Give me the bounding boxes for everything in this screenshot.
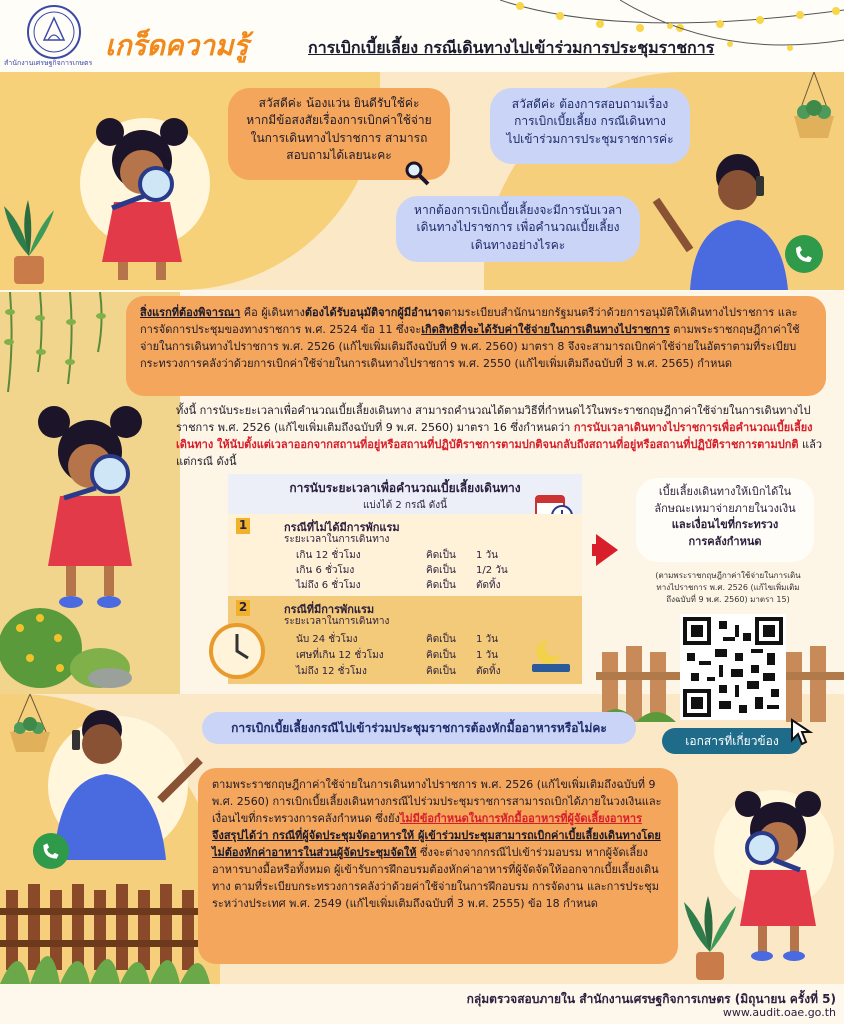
right-arrow-icon (596, 534, 618, 566)
duration-cell: เศษที่เกิน 12 ชั่วโมง (296, 650, 384, 661)
text-span: ตามพระราชกฤษฎีกาค่าใช้จ่ายในการเดินทางไปราชการ พ.ศ. 2526 (แก้ไขเพิ่มเติมถึงฉบับที่ 9 พ.ศ. 2560) มาตรา 8 จึงจะสามารถเบิกค่าใช้จ่ายในอัตราตามที่ระเบียบกระทรวงการคลังว่าด้วยการเบิกค่าใช้จ่ายในการเดินทางไปราชการ พ.ศ. 2550 (แก้ไขเพิ่มเติมถึงฉบับที่ 3 พ.ศ. 2565) กำหนด (140, 323, 800, 371)
case-number: 2 (236, 600, 250, 616)
woman-bubble-line: การเบิกเบี้ยเลี้ยง กรณีเดินทาง (514, 114, 666, 129)
girl-bubble-line: หากมีข้อสงสัยเรื่องการเบิกค่าใช้จ่าย (246, 113, 432, 128)
value-cell: 1 วัน (476, 550, 498, 561)
text-span: คือ ผู้เดินทาง (240, 306, 305, 319)
case-number: 1 (236, 518, 250, 534)
equals-cell: คิดเป็น (426, 565, 456, 576)
brand-title: เกร็ดความรู้ (105, 29, 249, 62)
entitlement-emphasis: เกิดสิทธิที่จะได้รับค่าใช้จ่ายในการเดินทางไปราชการ (421, 323, 670, 337)
flat-rate-line: การคลังกำหนด (688, 534, 762, 548)
equals-cell: คิดเป็น (426, 666, 456, 677)
potted-plant-right-illustration (680, 892, 740, 982)
text-span: ทั้งนี้ การนับระยะเวลาเพื่อคำนวณเบี้ยเลี้ยงเดินทาง สามารถคำนวณได้ตามวิธีที่กำหนดไว้ในพระราชกฤษฎีกาค่าใช้จ่ายในการเดินทางไปราชการ พ.ศ. 2526 (แก้ไขเพิ่มเติมถึงฉบับที่ 9 พ.ศ. 2560) มาตรา 16 ซึ่งกำหนดว่า (176, 404, 811, 435)
approval-emphasis: ต้องได้รับอนุมัติจากผู้มีอำนาจ (304, 306, 445, 319)
note-line: ถึงฉบับที่ 9 พ.ศ. 2560) มาตรา 15) (666, 595, 790, 604)
table-row (296, 548, 526, 562)
equals-cell: คิดเป็น (426, 550, 456, 561)
table-row (296, 648, 526, 662)
flat-rate-line: เบี้ยเลี้ยงเดินทางให้เบิกได้ใน (658, 485, 792, 498)
related-documents-button[interactable]: เอกสารที่เกี่ยวข้อง (662, 728, 802, 754)
oae-logo (18, 4, 90, 64)
value-cell: 1/2 วัน (476, 565, 508, 576)
value-cell: ตัดทิ้ง (476, 580, 501, 591)
phone-call-icon-2 (32, 832, 70, 870)
clock-icon (208, 622, 266, 680)
girl-bubble-line: สวัสดีค่ะ น้องแว่น ยินดีรับใช้ค่ะ (258, 96, 420, 110)
woman-bubble-line: ไปเข้าร่วมการประชุมราชการค่ะ (506, 131, 674, 146)
table-title: การนับระยะเวลาเพื่อคำนวณเบี้ยเลี้ยงเดินทาง (289, 481, 521, 495)
time-counting-paragraph (176, 402, 828, 470)
potted-plant-left-illustration (0, 196, 58, 286)
value-cell: ตัดทิ้ง (476, 666, 501, 677)
page-title: การเบิกเบี้ยเลี้ยง กรณีเดินทางไปเข้าร่วมการประชุมราชการ (308, 38, 715, 57)
qr-code[interactable] (680, 614, 786, 720)
duration-cell: เกิน 12 ชั่วโมง (296, 550, 361, 561)
header (0, 0, 844, 72)
time-counting-table (228, 474, 582, 684)
first-consideration-heading: สิ่งแรกที่ต้องพิจารณา (140, 306, 241, 319)
text-span: แล้วแต่กรณี ดังนี้ (176, 438, 823, 469)
case-overnight (228, 596, 582, 684)
conclusion-emphasis: กรณีที่ผู้จัดประชุมจัดอาหารให้ ผู้เข้าร่วมประชุมสามารถเบิกค่าเบี้ยเลี้ยงเดินทางโดยไม่ต้องหักค่าอาหารในส่วนผู้จัดประชุมจัดให้ (212, 829, 661, 860)
cursor-pointer-icon (790, 718, 814, 746)
flat-rate-line: และเงื่อนไขที่กระทรวง (671, 518, 779, 531)
duration-cell: ไม่ถึง 6 ชั่วโมง (296, 580, 361, 591)
value-cell: 1 วัน (476, 650, 498, 661)
table-subtitle: แบ่งได้ 2 กรณี ดังนี้ (362, 500, 447, 511)
hanging-vines-illustration (0, 292, 120, 402)
first-consideration-paragraph (126, 296, 826, 396)
girl-bubble-line: ในการเดินทางไปราชการ สามารถ (250, 130, 428, 145)
woman-followup-bubble (396, 196, 640, 262)
phone-call-icon (784, 234, 824, 274)
girl-with-magnifier-illustration (82, 112, 202, 284)
footer-organization: กลุ่มตรวจสอบภายใน สำนักงานเศรษฐกิจการเกษตร (มิถุนายน ครั้งที่ 5) (466, 992, 836, 1006)
girl-bubble-line: สอบถามได้เลยนะคะ (286, 148, 392, 163)
footer-website-link[interactable]: www.audit.oae.go.th (722, 1006, 836, 1019)
table-row (296, 578, 526, 592)
case-subheading: ระยะเวลาในการเดินทาง (284, 534, 390, 545)
counting-rule-emphasis: การนับเวลาเดินทางไปราชการเพื่อคำนวณเบี้ยเลี้ยงเดินทาง ให้นับตั้งแต่เวลาออกจากสถานที่อยู่หรือสถานที่ปฏิบัติราชการตามปกติจนกลับถึงสถานที่อยู่หรือสถานที่ปฏิบัติราชการตามปกติ (176, 421, 813, 452)
no-deduction-emphasis: ไม่มีข้อกำหนดในการหักมื้ออาหารที่ผู้จัดเลี้ยงอาหาร (399, 812, 643, 826)
woman-bubble-line: เดินทางอย่างไรคะ (470, 237, 566, 252)
case-no-overnight (228, 514, 582, 596)
table-row (296, 664, 526, 678)
value-cell: 1 วัน (476, 634, 498, 645)
table-header (228, 474, 582, 514)
legal-reference-note (640, 570, 816, 606)
string-lights-decoration (500, 0, 844, 72)
case-subheading: ระยะเวลาในการเดินทาง (284, 616, 390, 627)
duration-cell: เกิน 6 ชั่วโมง (296, 565, 355, 576)
woman-bubble-line: เดินทางไปราชการ เพื่อคำนวณเบี้ยเลี้ยง (416, 220, 620, 235)
duration-cell: นับ 24 ชั่วโมง (296, 634, 358, 645)
woman-bubble-line: สวัสดีค่ะ ต้องการสอบถามเรื่อง (511, 97, 669, 111)
moon-bed-icon (528, 636, 574, 676)
equals-cell: คิดเป็น (426, 634, 456, 645)
table-row (296, 632, 526, 646)
case-heading: กรณีที่ไม่ได้มีการพักแรม (284, 521, 400, 534)
flower-bush-illustration (0, 578, 132, 688)
meal-deduction-paragraph (198, 768, 678, 964)
table-row (296, 563, 526, 577)
qr-code-pattern (683, 617, 783, 717)
logo-caption: สำนักงานเศรษฐกิจการเกษตร (4, 59, 93, 67)
flat-rate-line: ลักษณะเหมาจ่ายภายในวงเงิน (654, 501, 796, 515)
equals-cell: คิดเป็น (426, 580, 456, 591)
text-span: ซึ่งจะต่างจากกรณีไปเข้าร่วมอบรม หากผู้จัดเลี้ยงอาหารบางมื้อหรือทั้งหมด ผู้เข้ารับการฝึกอบรมต้องหักค่าอาหารที่ผู้จัดจัดให้ออกจากเบี้ยเลี้ยงเดินทาง ตามที่ระเบียบกระทรวงการคลังว่าด้วยค่าใช้จ่ายในการฝึกอบรม การจัดงาน และการประชุมระหว่างประเทศ พ.ศ. 2549 (แก้ไขเพิ่มเติมถึงฉบับที่ 3 พ.ศ. 2555) ข้อ 18 กำหนด (212, 846, 659, 911)
case-heading: กรณีที่มีการพักแรม (284, 603, 375, 616)
meal-question-banner: การเบิกเบี้ยเลี้ยงกรณีไปเข้าร่วมประชุมราชการต้องหักมื้ออาหารหรือไม่คะ (202, 712, 636, 744)
equals-cell: คิดเป็น (426, 650, 456, 661)
duration-cell: ไม่ถึง 12 ชั่วโมง (296, 666, 367, 677)
woman-bubble-line: หากต้องการเบิกเบี้ยเลี้ยงจะมีการนับเวลา (414, 203, 622, 217)
wooden-fence-left-illustration (0, 878, 220, 984)
flat-rate-box (636, 478, 814, 562)
note-line: ทางไปราชการ พ.ศ. 2526 (แก้ไขเพิ่มเติม (656, 583, 800, 592)
note-line: (ตามพระราชกฤษฎีกาค่าใช้จ่ายในการเดิน (655, 571, 801, 580)
text-span: ตามพระราชกฤษฎีกาค่าใช้จ่ายในการเดินทางไปราชการ พ.ศ. 2526 (แก้ไขเพิ่มเติมถึงฉบับที่ 9 พ.ศ. 2560) การเบิกเบี้ยเลี้ยงเดินทางกรณีไปร่วมประชุมราชการสามารถเบิกได้ภายในวงเงินและเงื่อนไขที่กระทรวงการคลังกำหนด ซึ่งยัง (212, 778, 662, 826)
magnifier-icon (404, 160, 430, 186)
woman-on-phone-illustration (650, 140, 800, 290)
text-span: ตามระเบียบสำนักนายกรัฐมนตรีว่าด้วยการอนุมัติให้เดินทางไปราชการ และการจัดการประชุมของทางราชการ พ.ศ. 2524 ข้อ 11 ซึ่งจะ (140, 306, 798, 337)
conclusion-heading: จึงสรุปได้ว่า (212, 829, 269, 843)
